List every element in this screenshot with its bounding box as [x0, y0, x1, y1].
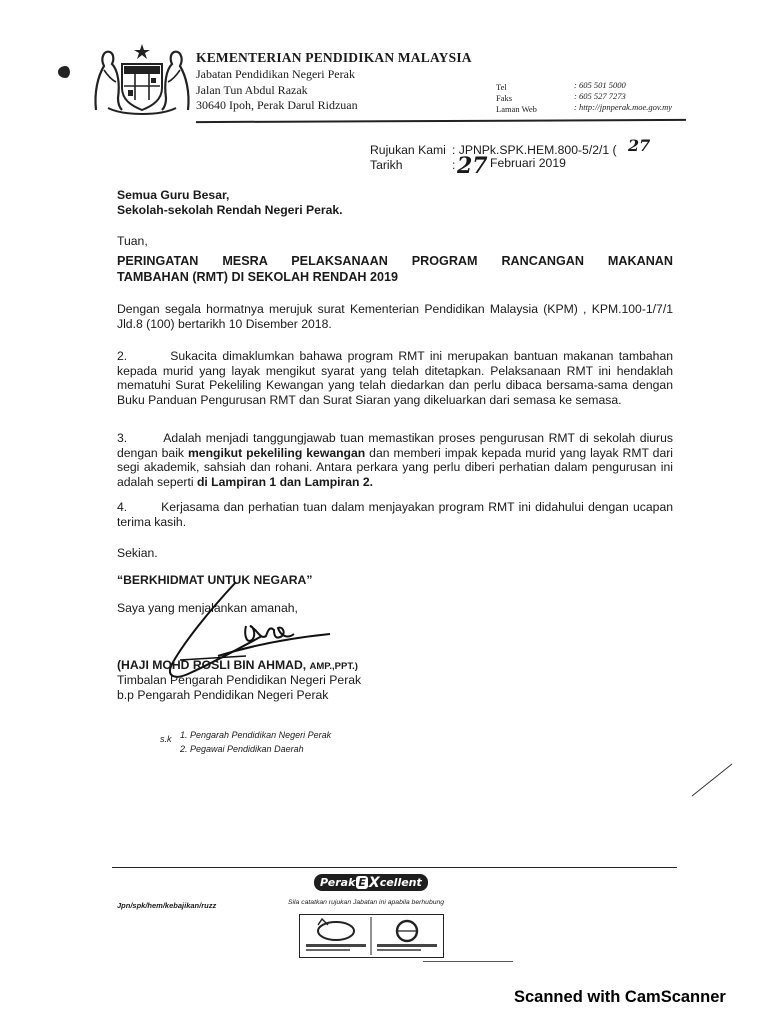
date-label: Tarikh — [370, 158, 403, 172]
letter-title-line2: TAMBAHAN (RMT) DI SEKOLAH RENDAH 2019 — [117, 270, 399, 284]
recipient-line1: Semua Guru Besar, — [117, 188, 230, 202]
paragraph-4-number: 4. — [117, 500, 128, 514]
footer-file-reference: Jpn/spk/hem/kebajikan/ruzz — [117, 901, 217, 910]
recipient-line2: Sekolah-sekolah Rendah Negeri Perak. — [117, 203, 343, 217]
address-street: Jalan Tun Abdul Razak — [196, 83, 308, 97]
logo-text-x: X — [368, 874, 380, 891]
coat-of-arms-icon — [90, 40, 194, 116]
date-colon: : — [452, 158, 456, 172]
closing-motto: “BERKHIDMAT UNTUK NEGARA” — [117, 573, 313, 587]
pen-stroke-mark — [688, 760, 738, 800]
fax-value: : 605 527 7273 — [574, 91, 626, 101]
paragraph-3-number: 3. — [117, 431, 128, 445]
logo-text-e: E — [358, 876, 366, 889]
footer-divider — [112, 867, 677, 868]
ministry-name: KEMENTERIAN PENDIDIKAN MALAYSIA — [196, 50, 472, 65]
tel-value: : 605 501 5000 — [574, 80, 626, 90]
reference-handwritten-number: 27 — [628, 136, 651, 155]
tel-label: Tel — [496, 82, 507, 92]
cc-item-1: 1. Pengarah Pendidikan Negeri Perak — [180, 730, 332, 740]
letter-title-line1: PERINGATAN MESRA PELAKSANAAN PROGRAM RANCANGAN MAKANAN — [117, 254, 673, 268]
certification-badges-icon — [299, 914, 444, 958]
signatory-suffix: AMP.,PPT.) — [309, 661, 358, 672]
department-name: Jabatan Pendidikan Negeri Perak — [196, 67, 355, 81]
paragraph-2-number: 2. — [117, 349, 128, 363]
letterhead-divider — [196, 119, 686, 123]
paragraph-3-text-b: dan memberi impak kepada murid yang layak RMT dari segi akademik, sahsiah dan rohani. Antara perkara yang perlu diberi perhatian dalam pengurusan ini adalah seperti — [117, 445, 673, 489]
date-value: Februari 2019 — [490, 156, 566, 170]
date-handwritten-day: 27 — [457, 153, 488, 179]
logo-text-cellent: cellent — [379, 876, 422, 889]
perak-excellent-logo — [314, 874, 428, 891]
paragraph-3 — [117, 431, 673, 489]
signatory-name-text: (HAJI MOHD ROSLI BIN AHMAD, — [117, 658, 310, 672]
salutation: Tuan, — [117, 234, 148, 248]
paragraph-2 — [117, 349, 673, 407]
cc-label: s.k — [160, 734, 172, 744]
reference-label: Rujukan Kami — [370, 143, 446, 157]
paragraph-3-text-a: Adalah menjadi tanggungjawab tuan memastikan proses pengurusan RMT di sekolah diurus dengan baik — [117, 431, 673, 460]
paragraph-4-text: Kerjasama dan perhatian tuan dalam menjayakan program RMT ini didahului dengan ucapan terima kasih. — [117, 500, 674, 529]
paragraph-1: Dengan segala hormatnya merujuk surat Kementerian Pendidikan Malaysia (KPM) , KPM.100-1/7/1 Jld.8 (100) bertarikh 10 Disember 2018. — [117, 302, 673, 331]
cc-item-2: 2. Pegawai Pendidikan Daerah — [180, 744, 304, 754]
reference-value: : JPNPk.SPK.HEM.800-5/2/1 ( — [452, 143, 617, 157]
paragraph-2-text: Sukacita dimaklumkan bahawa program RMT ini merupakan bantuan makanan tambahan kepada murid yang layak mengikut syarat yang telah ditetapkan. Pelaksanaan RMT ini hendaklah mematuhi Surat Pekeliling Kewangan yang telah diedarkan dan perlu dibaca bersama-sama dengan Buku Panduan Pengurusan RMT dan Surat Siaran yang dikeluarkan dari semasa ke semasa. — [117, 349, 673, 407]
logo-text-perak: Perak — [320, 876, 356, 889]
fax-label: Faks — [496, 93, 513, 103]
paragraph-3-bold-2: di Lampiran 1 dan Lampiran 2. — [196, 474, 374, 489]
signatory-position-1: Timbalan Pengarah Pendidikan Negeri Perak — [117, 673, 362, 687]
punch-mark-icon — [58, 66, 73, 78]
footer-short-line — [423, 961, 513, 962]
footer-note: Sila catatkan rujukan Jabatan ini apabila berhubung — [288, 899, 445, 906]
camscanner-watermark: Scanned with CamScanner — [514, 988, 726, 1006]
paragraph-3-bold-1: mengikut pekeliling kewangan — [187, 445, 366, 460]
address-city: 30640 Ipoh, Perak Darul Ridzuan — [196, 98, 358, 112]
paragraph-4 — [117, 500, 673, 529]
closing-trust: Saya yang menjalankan amanah, — [117, 601, 298, 615]
closing-sekian: Sekian. — [117, 546, 158, 560]
signatory-position-2: b.p Pengarah Pendidikan Negeri Perak — [117, 688, 329, 702]
website-value: : http://jpnperak.moe.gov.my — [574, 102, 673, 112]
website-label: Laman Web — [496, 104, 537, 114]
